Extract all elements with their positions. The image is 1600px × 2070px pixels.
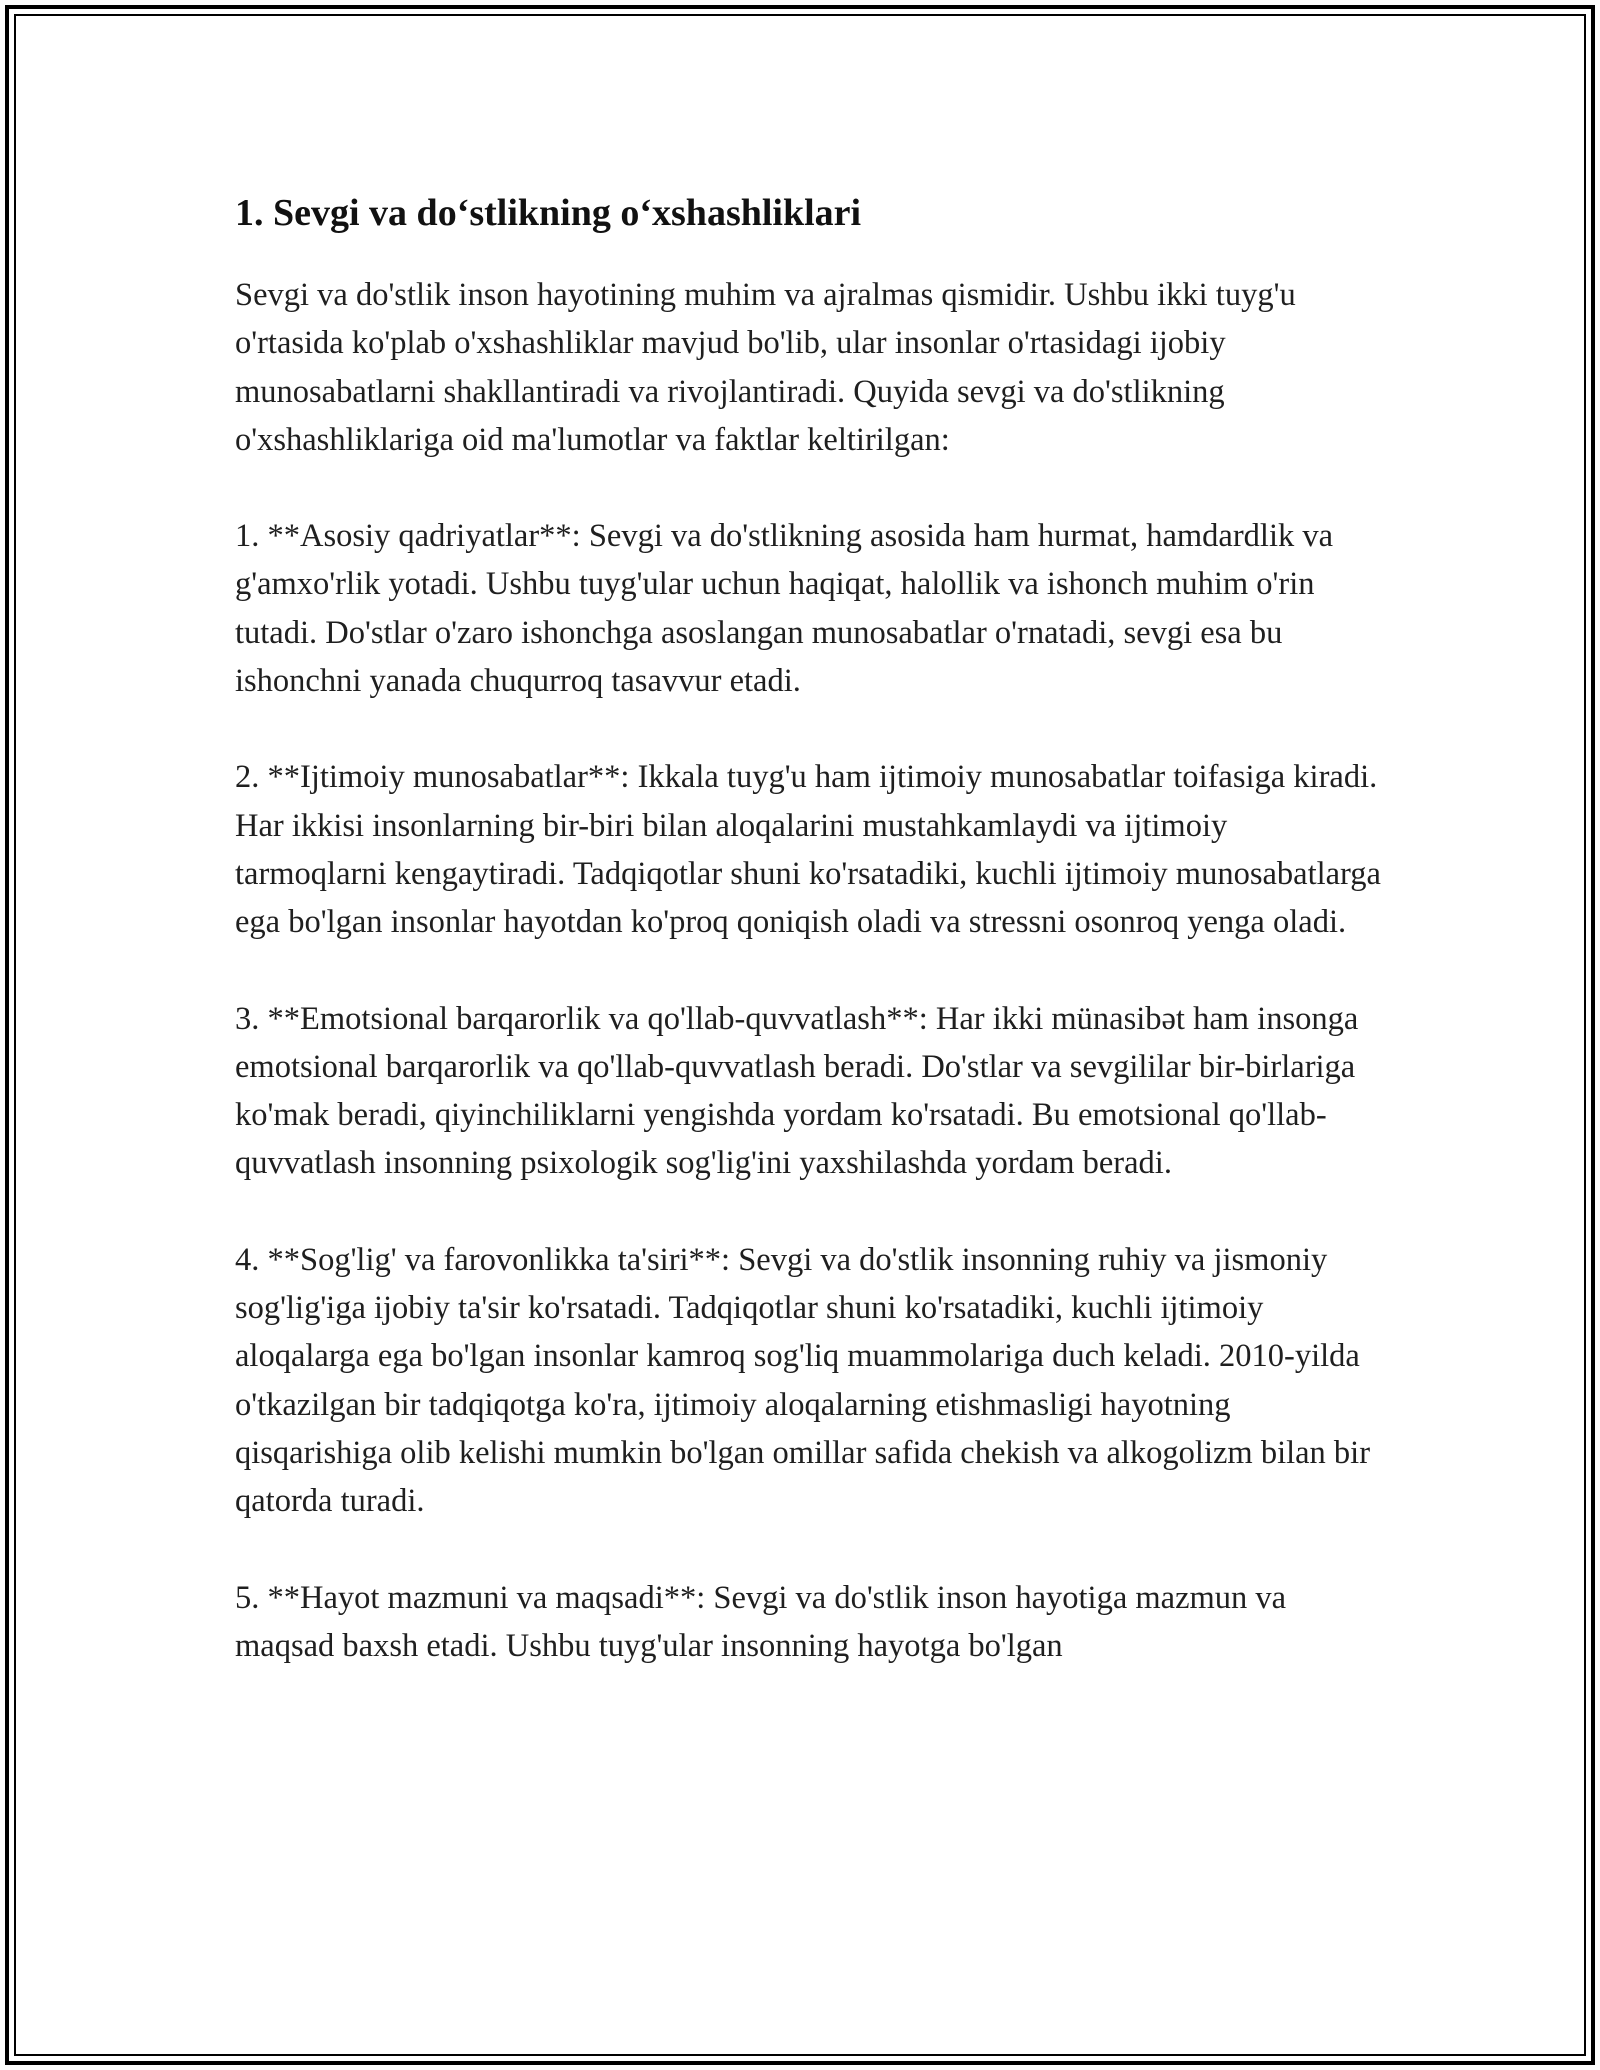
section-heading: 1. Sevgi va do‘stlikning o‘xshashliklari [235, 192, 862, 234]
intro-paragraph: Sevgi va do'stlik inson hayotining muhim va ajralmas qismidir. Ushbu ikki tuyg'u o'rtasida ko'plab o'xshashliklar mavjud bo'lib, ular insonlar o'rtasidagi ijobiy munosabatlarni shakllantiradi va rivojlantiradi. Quyida sevgi va do'stlikning o'xshashliklariga oid ma'lumotlar va faktlar keltirilgan: [235, 277, 1296, 458]
point-4-paragraph: 4. **Sog'lig' va farovonlikka ta'siri**: Sevgi va do'stlik insonning ruhiy va jismoniy sog'lig'iga ijobiy ta'sir ko'rsatadi. Tadqiqotlar shuni ko'rsatadiki, kuchli ijtimoiy aloqalarga ega bo'lgan insonlar kamroq sog'liq muammolariga duch keladi. 2010-yilda o'tkazilgan bir tadqiqotga ko'ra, ijtimoiy aloqalarning etishmasligi hayotning qisqarishiga olib kelishi mumkin bo'lgan omillar safida chekish va alkogolizm bilan bir qatorda turadi. [235, 1241, 1371, 1520]
point-1-paragraph: 1. **Asosiy qadriyatlar**: Sevgi va do'stlikning asosida ham hurmat, hamdardlik va g'amxo'rlik yotadi. Ushbu tuyg'ular uchun haqiqat, halollik va ishonch muhim o'rin tutadi. Do'stlar o'zaro ishonchga asoslangan munosabatlar o'rnatadi, sevgi esa bu ishonchni yanada chuqurroq tasavvur etadi. [235, 518, 1334, 700]
point-2-paragraph: 2. **Ijtimoiy munosabatlar**: Ikkala tuyg'u ham ijtimoiy munosabatlar toifasiga kiradi. Har ikkisi insonlarning bir-biri bilan aloqalarini mustahkamlaydi va ijtimoiy tarmoqlarni kengaytiradi. Tadqiqotlar shuni ko'rsatadiki, kuchli ijtimoiy munosabatlarga ega bo'lgan insonlar hayotdan ko'proq qoniqish oladi va stressni osonroq yenga oladi. [235, 759, 1381, 941]
point-5-paragraph: 5. **Hayot mazmuni va maqsadi**: Sevgi va do'stlik inson hayotiga mazmun va maqsad baxsh etadi. Ushbu tuyg'ular insonning hayotga bo'lgan [235, 1579, 1287, 1664]
point-3-paragraph: 3. **Emotsional barqarorlik va qo'llab-quvvatlash**: Har ikki münasibət ham insonga emotsional barqarorlik va qo'llab-quvvatlash beradi. Do'stlar va sevgililar bir-birlariga ko'mak beradi, qiyinchiliklarni yengishda yordam ko'rsatadi. Bu emotsional qo'llab-quvvatlash insonning psixologik sog'lig'ini yaxshilashda yordam beradi. [235, 1000, 1359, 1182]
document-body [235, 185, 1385, 1718]
